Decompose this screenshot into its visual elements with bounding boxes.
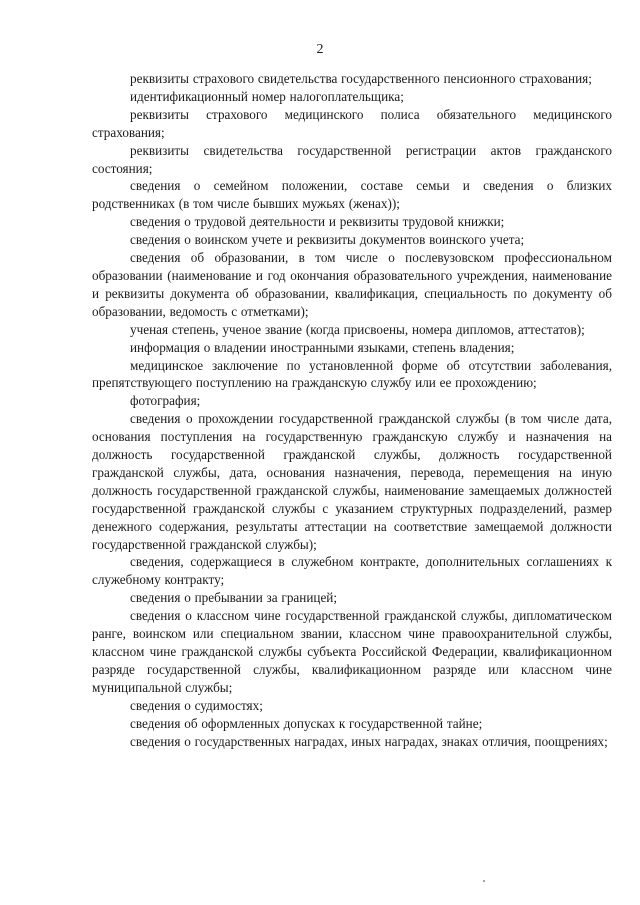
list-item: реквизиты страхового свидетельства государственного пенсионного страхования; [130,71,592,86]
list-item: сведения о пребывании за границей; [130,590,338,606]
list-item: сведения о трудовой деятельности и реквизиты трудовой книжки; [130,214,505,230]
list-item: фотография; [130,393,201,409]
list-item: реквизиты свидетельства государственной регистрации актов гражданского состояния; [92,142,612,176]
list-item: сведения о классном чине государственной гражданской службы, дипломатическом ранге, воинском или специальном звании, классном чине правоохранительной службы, классном чине гражданской службы субъекта Российской Федерации, квалификационном разряде государственной службы, квалификационном разряде или классном чине муниципальной службы; [92,608,612,695]
scan-speck [483,880,485,882]
list-item: информация о владении иностранными языками, степень владения; [130,339,515,355]
list-item: сведения об оформленных допусках к государственной тайне; [130,715,483,731]
list-item: сведения о судимостях; [130,697,263,713]
document-body [92,70,612,750]
list-item: сведения о воинском учете и реквизиты документов воинского учета; [130,232,525,248]
list-item: сведения о семейном положении, составе семьи и сведения о близких родственниках (в том числе бывших мужьях (женах)); [92,178,612,212]
list-item: реквизиты страхового медицинского полиса обязательного медицинского страхования; [92,106,612,140]
list-item: сведения о прохождении государственной гражданской службы (в том числе дата, основания поступления на государственную гражданскую службу и назначения на должность государственной гражданской службы, должность государственной гражданской службы, дата, основания назначения, перевода, перемещения на иную должность государственной гражданской службы, наименование замещаемых должностей государственной гражданской службы с указанием структурных подразделений, размер денежного содержания, результаты аттестации на соответствие замещаемой должности государственной гражданской службы); [92,411,612,552]
list-item: сведения об образовании, в том числе о послевузовском профессиональном образовании (наименование и год окончания образовательного учреждения, наименование и реквизиты документа об образовании, квалификация, специальность по документу об образовании, ведомость с отметками); [92,250,612,319]
list-item: идентификационный номер налогоплательщика; [130,88,404,104]
list-item: сведения, содержащиеся в служебном контракте, дополнительных соглашениях к служебному контракту; [92,554,612,588]
list-item: сведения о государственных наградах, иных наградах, знаках отличия, поощрениях; [130,733,608,749]
page-number: 2 [316,42,324,57]
list-item: ученая степень, ученое звание (когда присвоены, номера дипломов, аттестатов); [130,321,585,337]
list-item: медицинское заключение по установленной форме об отсутствии заболевания, препятствующего поступлению на гражданскую службу или ее прохождению; [92,357,612,391]
